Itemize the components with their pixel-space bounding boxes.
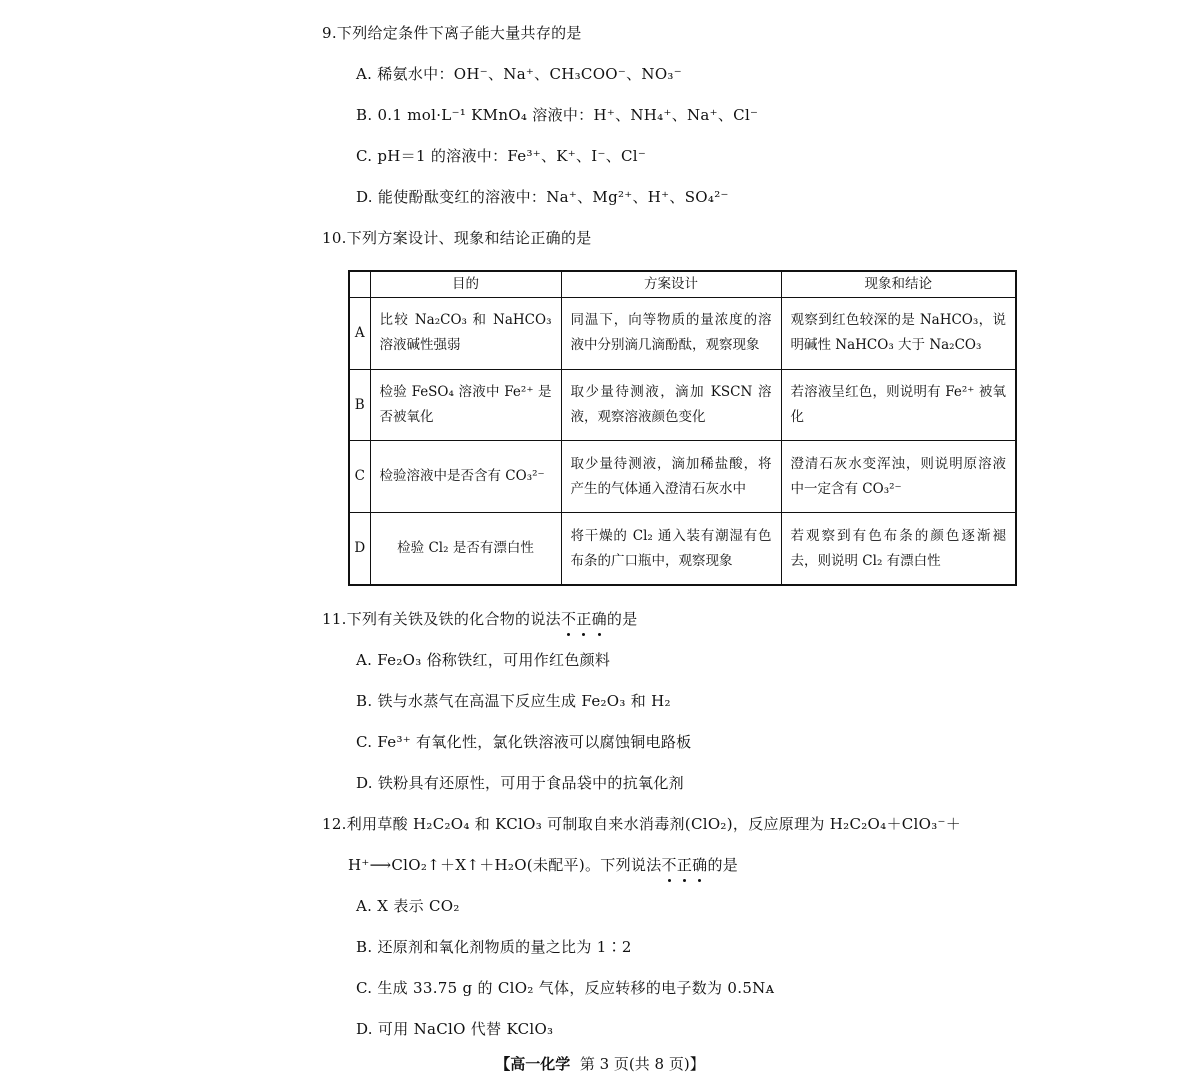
table-row [349, 513, 1016, 585]
table-row [349, 298, 1016, 370]
q11-stem [322, 608, 638, 630]
row-label: D [349, 513, 370, 585]
q9-option-c: C. pH＝1 的溶液中：Fe³⁺、K⁺、I⁻、Cl⁻ [356, 147, 647, 165]
q9-option-d: D. 能使酚酞变红的溶液中：Na⁺、Mg²⁺、H⁺、SO₄²⁻ [356, 188, 729, 206]
q9-stem: 9.下列给定条件下离子能大量共存的是 [322, 24, 582, 42]
page-footer [0, 1053, 1200, 1075]
q11-option-c: C. Fe³⁺ 有氧化性，氯化铁溶液可以腐蚀铜电路板 [356, 733, 692, 751]
row-result: 若观察到有色布条的颜色逐渐褪去，则说明 Cl₂ 有漂白性 [781, 513, 1016, 585]
row-label: A [349, 298, 370, 370]
row-design: 取少量待测液，滴加稀盐酸，将产生的气体通入澄清石灰水中 [561, 441, 781, 513]
table-row [349, 369, 1016, 441]
q12-emphasis-char: 不 [661, 856, 677, 874]
row-result: 澄清石灰水变浑浊，则说明原溶液中一定含有 CO₃²⁻ [781, 441, 1016, 513]
q11-option-b: B. 铁与水蒸气在高温下反应生成 Fe₂O₃ 和 H₂ [356, 692, 671, 710]
footer-subject: 【高一化学 [495, 1055, 571, 1073]
table-header-label [349, 271, 370, 298]
q12-emphasis-char: 正 [676, 856, 693, 874]
q10-plan-table [348, 270, 1017, 586]
row-purpose: 检验 Cl₂ 是否有漂白性 [370, 513, 561, 585]
q12-option-c: C. 生成 33.75 g 的 ClO₂ 气体，反应转移的电子数为 0.5Nᴀ [356, 979, 775, 997]
row-result: 若溶液呈红色，则说明有 Fe²⁺ 被氧化 [781, 369, 1016, 441]
table-header-result: 现象和结论 [781, 271, 1016, 298]
row-purpose: 检验溶液中是否含有 CO₃²⁻ [370, 441, 561, 513]
q12-stem-line2 [348, 854, 738, 876]
q11-stem-end: 的是 [606, 610, 638, 628]
q12-option-a: A. X 表示 CO₂ [356, 897, 460, 915]
row-label: B [349, 369, 370, 441]
q11-emphasis-char: 不 [560, 610, 577, 628]
q11-option-a: A. Fe₂O₃ 俗称铁红，可用作红色颜料 [356, 651, 611, 669]
q10-stem: 10.下列方案设计、现象和结论正确的是 [322, 229, 592, 247]
q11-stem-text: 11.下列有关铁及铁的化合物的说法 [322, 610, 561, 628]
row-purpose: 比较 Na₂CO₃ 和 NaHCO₃ 溶液碱性强弱 [370, 298, 561, 370]
q9-option-b: B. 0.1 mol·L⁻¹ KMnO₄ 溶液中：H⁺、NH₄⁺、Na⁺、Cl⁻ [356, 106, 759, 124]
row-purpose: 检验 FeSO₄ 溶液中 Fe²⁺ 是否被氧化 [370, 369, 561, 441]
q12-option-b: B. 还原剂和氧化剂物质的量之比为 1∶2 [356, 938, 632, 956]
q12-stem-text: H⁺⟶ClO₂↑＋X↑＋H₂O(未配平)。下列说法 [348, 856, 662, 874]
q9-option-a: A. 稀氨水中：OH⁻、Na⁺、CH₃COO⁻、NO₃⁻ [356, 65, 682, 83]
table-header-row [349, 271, 1016, 298]
row-design: 将干燥的 Cl₂ 通入装有潮湿有色布条的广口瓶中，观察现象 [561, 513, 781, 585]
q12-emphasis-char: 确 [692, 856, 708, 874]
q11-emphasis-char: 正 [576, 610, 592, 628]
q12-stem-line1: 12.利用草酸 H₂C₂O₄ 和 KClO₃ 可制取自来水消毒剂(ClO₂)，反应原理为 H₂C₂O₄＋ClO₃⁻＋ [322, 815, 962, 833]
row-result: 观察到红色较深的是 NaHCO₃，说明碱性 NaHCO₃ 大于 Na₂CO₃ [781, 298, 1016, 370]
q11-emphasis-char: 确 [591, 610, 607, 628]
table-row [349, 441, 1016, 513]
q12-stem-end: 的是 [707, 856, 739, 874]
table-header-purpose: 目的 [370, 271, 561, 298]
footer-page-number: 第 3 页(共 8 页)】 [579, 1055, 705, 1073]
row-design: 同温下，向等物质的量浓度的溶液中分别滴几滴酚酞，观察现象 [561, 298, 781, 370]
q11-option-d: D. 铁粉具有还原性，可用于食品袋中的抗氧化剂 [356, 774, 684, 792]
row-label: C [349, 441, 370, 513]
q12-option-d: D. 可用 NaClO 代替 KClO₃ [356, 1020, 554, 1038]
row-design: 取少量待测液，滴加 KSCN 溶液，观察溶液颜色变化 [561, 369, 781, 441]
table-header-design: 方案设计 [561, 271, 781, 298]
